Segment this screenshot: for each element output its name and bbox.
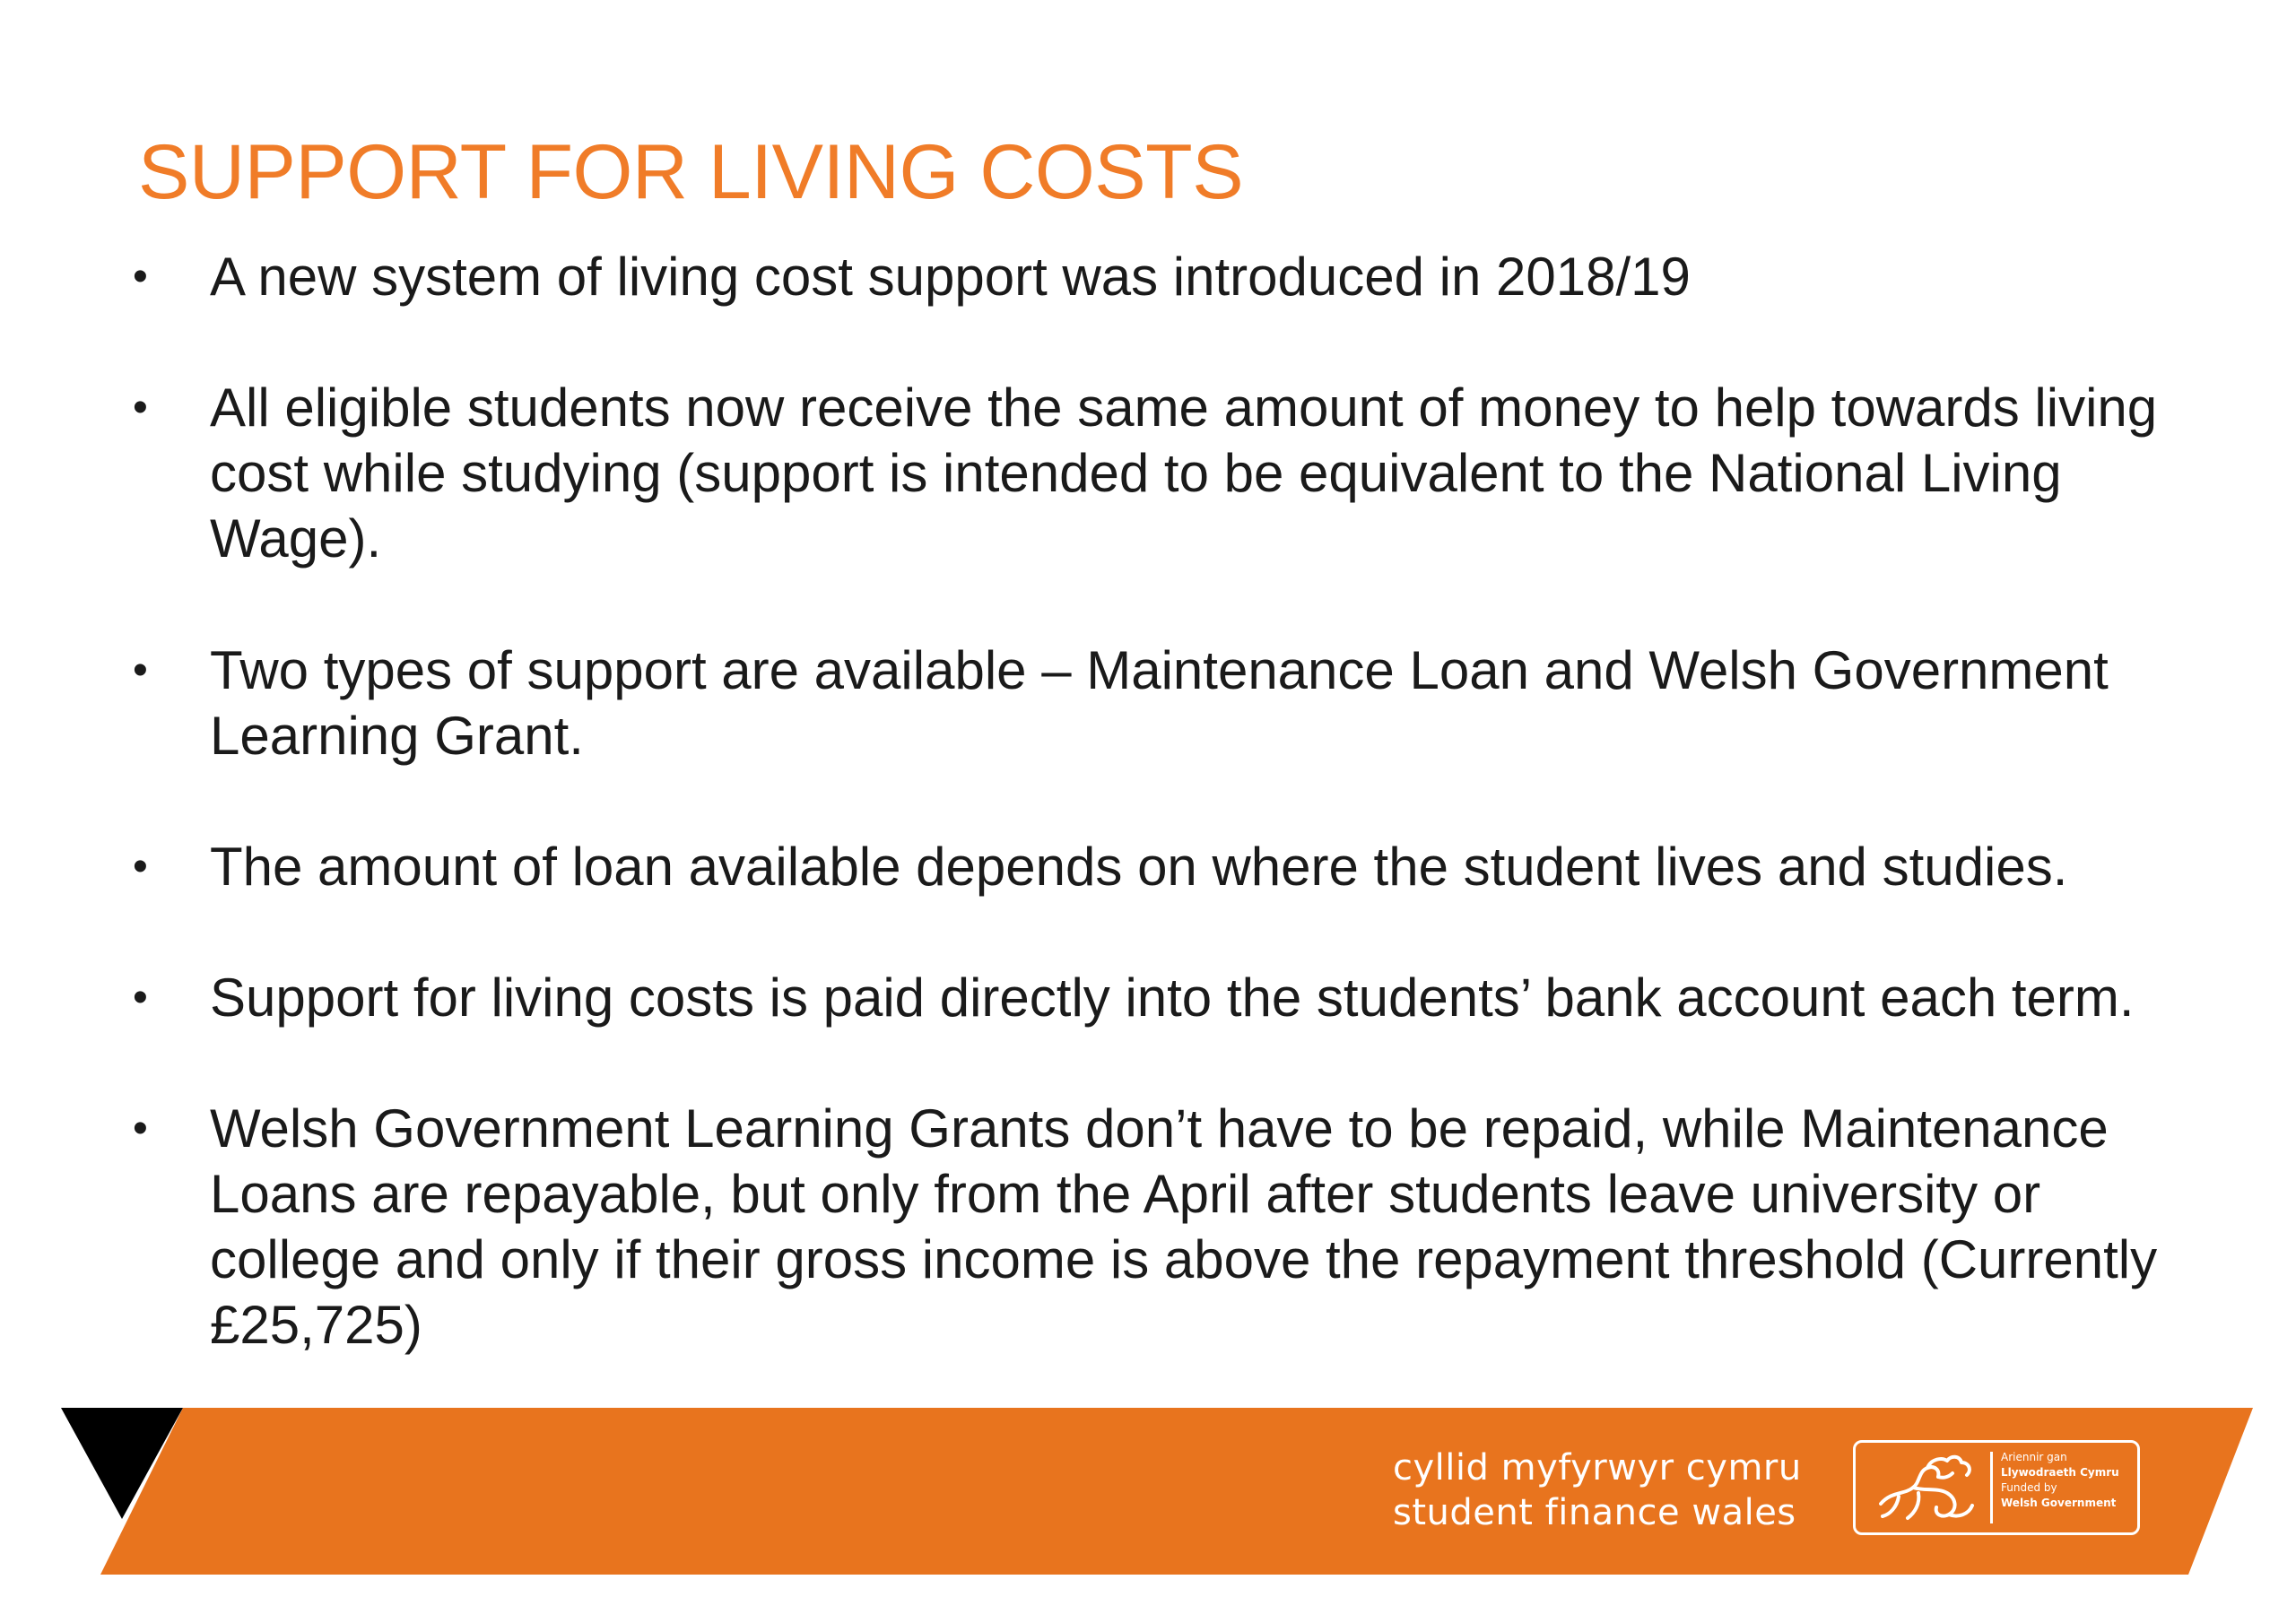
bullet-marker: • — [133, 253, 148, 300]
bullet-text: Support for living costs is paid directly into the students’ bank account each term. — [210, 968, 2135, 1028]
gov-logo-text — [2001, 1450, 2135, 1511]
gov-welsh-name: Llywodraeth Cymru — [2001, 1466, 2119, 1479]
brand-english: student finance wales — [1393, 1492, 1796, 1533]
bullet-text: A new system of living cost support was introduced in 2018/19 — [210, 247, 1691, 307]
bullet-marker: • — [133, 843, 148, 890]
gov-welsh-funded: Ariennir gan — [2001, 1451, 2067, 1463]
gov-english-name: Welsh Government — [2001, 1497, 2117, 1509]
bullet-marker: • — [133, 1105, 148, 1152]
gov-english-funded: Funded by — [2001, 1481, 2057, 1494]
dragon-icon — [1872, 1452, 1979, 1525]
student-finance-wales-logo — [1393, 1445, 1814, 1535]
bullet-marker: • — [133, 974, 148, 1021]
bullet-text: All eligible students now receive the same amount of money to help towards living cost while studying (support is intended to be equivalent to the National Living Wage). — [210, 378, 2158, 568]
brand-welsh: cyllid myfyrwyr cymru — [1393, 1447, 1802, 1488]
bullet-marker: • — [133, 647, 148, 694]
footer-band — [0, 1381, 2296, 1614]
bullet-text: Welsh Government Learning Grants don’t have to be repaid, while Maintenance Loans are repayable, but only from the April after students leave university or college and only if their gross income is above the repayment threshold (Currently £25,725) — [210, 1098, 2158, 1355]
bullet-text: The amount of loan available depends on where the student lives and studies. — [210, 837, 2068, 897]
slide-title: SUPPORT FOR LIVING COSTS — [138, 129, 1244, 215]
welsh-government-logo — [1853, 1440, 2140, 1535]
logo-divider — [1990, 1452, 1993, 1523]
bullet-text: Two types of support are available – Maintenance Loan and Welsh Government Learning Grant. — [210, 640, 2109, 766]
bullet-marker: • — [133, 384, 148, 431]
